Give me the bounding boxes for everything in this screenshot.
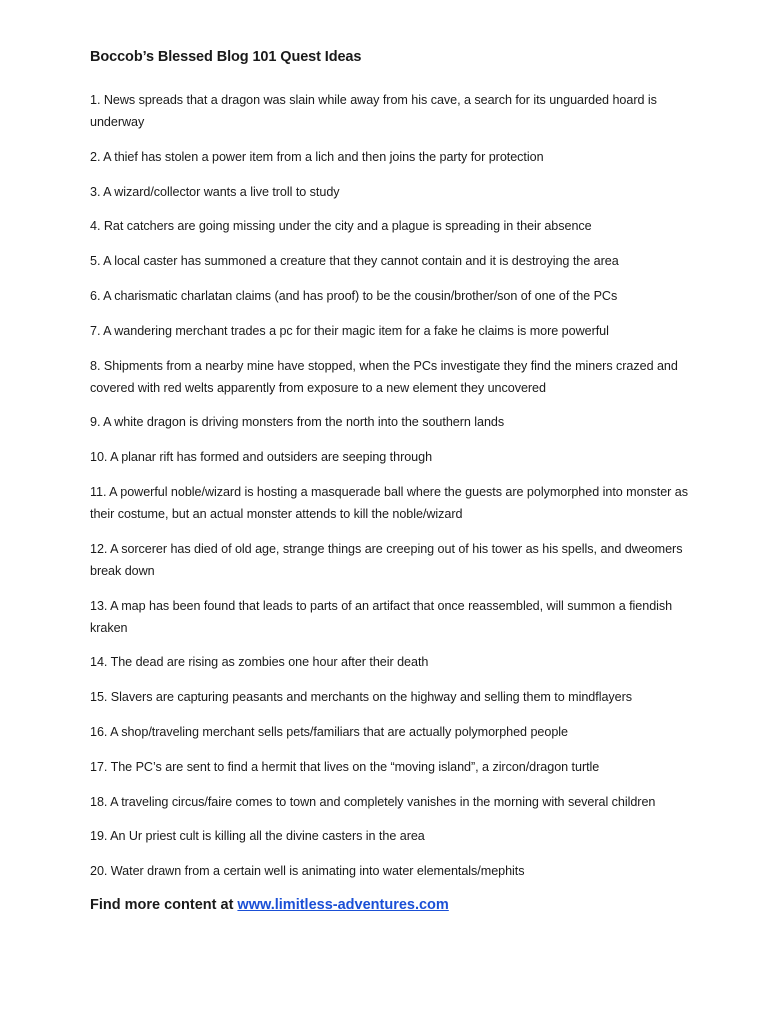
quest-item: 1. News spreads that a dragon was slain while away from his cave, a search for its unguarded hoard is underway — [90, 93, 657, 129]
document-title: Boccob’s Blessed Blog 101 Quest Ideas — [90, 49, 362, 65]
footer-prefix: Find more content at — [90, 896, 238, 913]
quest-item: 18. A traveling circus/faire comes to town and completely vanishes in the morning with several children — [90, 794, 656, 809]
quest-item: 8. Shipments from a nearby mine have stopped, when the PCs investigate they find the miners crazed and covered with red welts apparently from exposure to a new element they uncovered — [90, 358, 678, 395]
quest-item: 13. A map has been found that leads to parts of an artifact that once reassembled, will summon a fiendish kraken — [90, 598, 673, 635]
quest-item: 4. Rat catchers are going missing under the city and a plague is spreading in their absence — [90, 219, 592, 234]
quest-item: 3. A wizard/collector wants a live troll to study — [90, 184, 340, 199]
website-link[interactable]: www.limitless-adventures.com — [237, 896, 449, 913]
quest-list — [90, 89, 690, 882]
quest-item: 5. A local caster has summoned a creature that they cannot contain and it is destroying the area — [90, 254, 619, 269]
quest-item: 10. A planar rift has formed and outsiders are seeping through — [90, 450, 433, 465]
quest-item: 2. A thief has stolen a power item from a lich and then joins the party for protection — [90, 149, 544, 164]
quest-item: 19. An Ur priest cult is killing all the divine casters in the area — [90, 829, 425, 844]
quest-item: 17. The PC’s are sent to find a hermit that lives on the “moving island”, a zircon/dragon turtle — [90, 759, 600, 774]
quest-item: 15. Slavers are capturing peasants and merchants on the highway and selling them to mindflayers — [90, 690, 632, 705]
quest-item: 7. A wandering merchant trades a pc for their magic item for a fake he claims is more powerful — [90, 323, 609, 338]
quest-item: 12. A sorcerer has died of old age, strange things are creeping out of his tower as his spells, and dweomers break down — [90, 541, 683, 578]
footer — [90, 895, 690, 915]
quest-item: 9. A white dragon is driving monsters from the north into the southern lands — [90, 415, 505, 430]
quest-item: 16. A shop/traveling merchant sells pets/familiars that are actually polymorphed people — [90, 724, 568, 739]
quest-item: 14. The dead are rising as zombies one hour after their death — [90, 655, 429, 670]
quest-item: 6. A charismatic charlatan claims (and has proof) to be the cousin/brother/son of one of the PCs — [90, 288, 618, 303]
quest-item: 11. A powerful noble/wizard is hosting a masquerade ball where the guests are polymorphed into monster as their costume, but an actual monster attends to kill the noble/wizard — [90, 484, 688, 521]
document-page — [90, 47, 690, 915]
quest-item: 20. Water drawn from a certain well is animating into water elementals/mephits — [90, 864, 525, 879]
